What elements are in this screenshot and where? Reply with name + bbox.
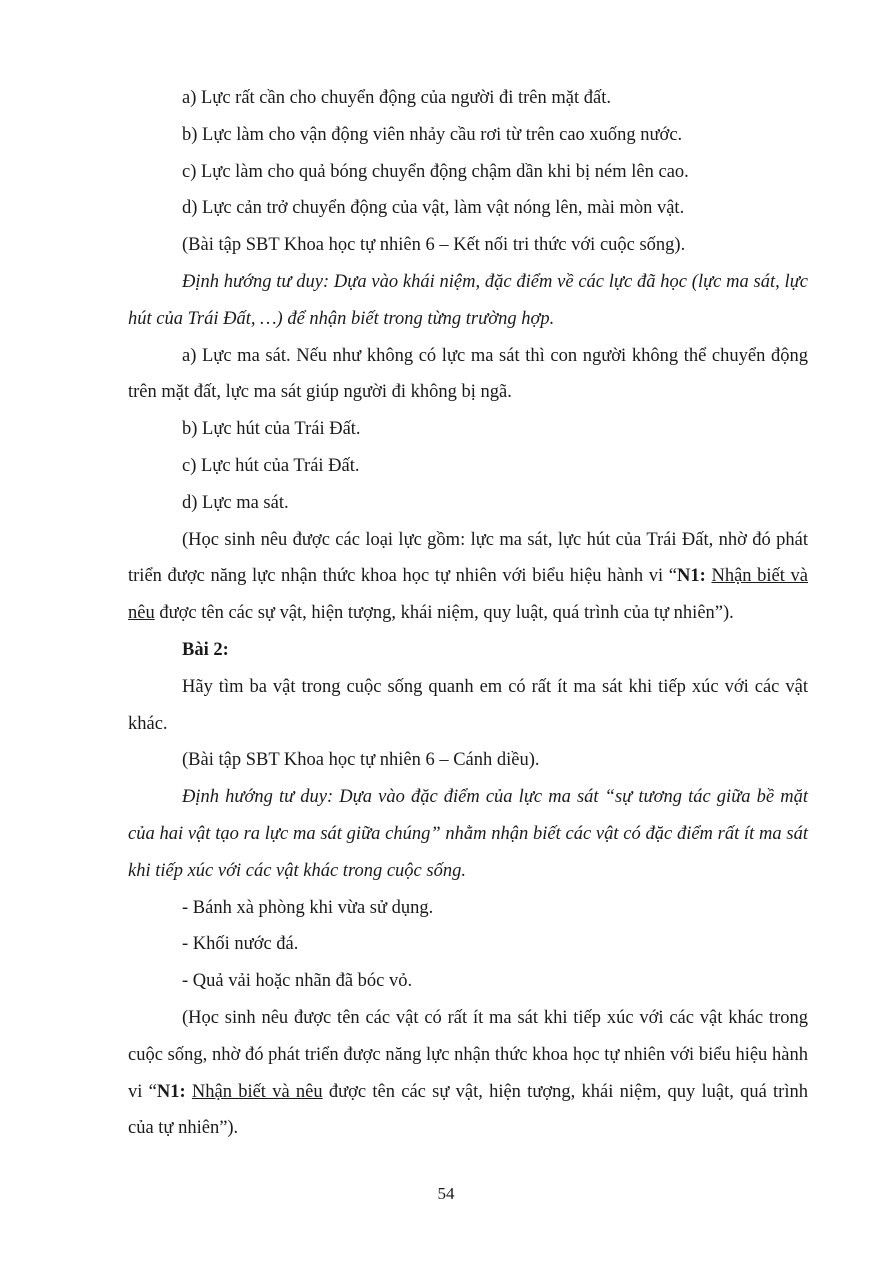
- thinking-guide-1: Định hướng tư duy: Dựa vào khái niệm, đặc điểm về các lực đã học (lực ma sát, lực hút của Trái Đất, …) để nhận biết trong từng trường hợp.: [128, 271, 808, 329]
- question-option-d: d) Lực cản trở chuyển động của vật, làm vật nóng lên, mài mòn vật.: [182, 198, 685, 219]
- note-2-intro: (Học sinh nêu được tên các vật có rất ít ma sát khi tiếp xúc với các vật khác trong cuộc sống, nhờ đó phát triển được năng lực nhận thức khoa học tự nhiên với biểu hiệu hành vi “: [128, 1007, 808, 1102]
- note-2-tail: được tên các sự vật, hiện tượng, khái niệm, quy luật, quá trình của tự nhiên”).: [128, 1081, 808, 1139]
- competency-note-2: [128, 1000, 808, 1147]
- competency-note-1: [128, 522, 808, 632]
- answer-item-1: - Bánh xà phòng khi vừa sử dụng.: [182, 897, 434, 918]
- page-number: 54: [437, 1184, 455, 1203]
- source-citation-2: (Bài tập SBT Khoa học tự nhiên 6 – Cánh diều).: [182, 750, 540, 771]
- document-page: [128, 80, 808, 1147]
- note-1-code: N1:: [677, 566, 706, 587]
- answer-item-2: - Khối nước đá.: [182, 934, 299, 955]
- question-option-c: c) Lực làm cho quả bóng chuyển động chậm dần khi bị ném lên cao.: [182, 161, 689, 182]
- note-2-underlined: Nhận biết và nêu: [191, 1081, 323, 1102]
- answer-item-3: - Quả vải hoặc nhãn đã bóc vỏ.: [182, 971, 413, 992]
- question-option-a: a) Lực rất cần cho chuyển động của người đi trên mặt đất.: [182, 88, 611, 108]
- note-1-tail: được tên các sự vật, hiện tượng, khái niệm, quy luật, quá trình của tự nhiên”).: [154, 603, 734, 624]
- note-2-code: N1:: [156, 1081, 186, 1102]
- exercise-2-heading: Bài 2:: [182, 639, 229, 660]
- note-1-intro: (Học sinh nêu được các loại lực gồm: lực ma sát, lực hút của Trái Đất, nhờ đó phát triển được năng lực nhận thức khoa học tự nhiên với biểu hiệu hành vi “: [128, 529, 808, 587]
- answer-b: b) Lực hút của Trái Đất.: [182, 419, 361, 440]
- answer-a: a) Lực ma sát. Nếu như không có lực ma sát thì con người không thể chuyển động trên mặt đất, lực ma sát giúp người đi không bị ngã.: [128, 345, 808, 403]
- answer-c: c) Lực hút của Trái Đất.: [182, 455, 360, 476]
- exercise-2-question: Hãy tìm ba vật trong cuộc sống quanh em có rất ít ma sát khi tiếp xúc với các vật khác.: [128, 676, 808, 734]
- source-citation-1: (Bài tập SBT Khoa học tự nhiên 6 – Kết nối tri thức với cuộc sống).: [182, 235, 686, 256]
- note-1-underlined: Nhận biết và nêu: [128, 566, 808, 624]
- question-option-b: b) Lực làm cho vận động viên nhảy cầu rơi từ trên cao xuống nước.: [182, 124, 683, 145]
- answer-d: d) Lực ma sát.: [182, 492, 289, 513]
- thinking-guide-2: Định hướng tư duy: Dựa vào đặc điểm của lực ma sát “sự tương tác giữa bề mặt của hai vật tạo ra lực ma sát giữa chúng” nhằm nhận biết các vật có đặc điểm rất ít ma sát khi tiếp xúc với các vật khác trong cuộc sống.: [128, 787, 808, 881]
